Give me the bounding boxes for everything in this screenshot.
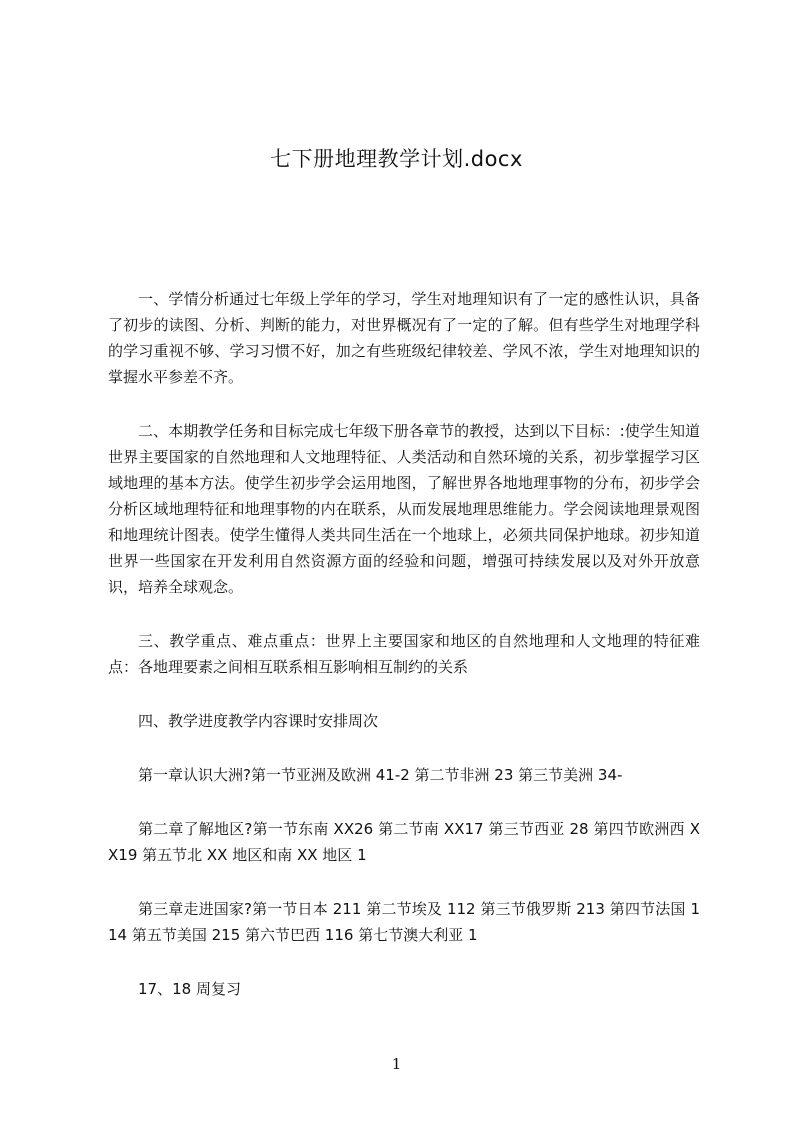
paragraph-key-points: 三、教学重点、难点重点：世界上主要国家和地区的自然地理和人文地理的特征难点：各地理要素之间相互联系相互影响相互制约的关系 <box>108 632 700 676</box>
paragraph-review: 17、18 周复习 <box>138 980 241 998</box>
paragraph-schedule-heading: 四、教学进度教学内容课时安排周次 <box>138 712 379 730</box>
paragraph-teaching-goals: 二、本期教学任务和目标完成七年级下册各章节的教授，达到以下目标：:使学生知道世界主要国家的自然地理和人文地理特征、人类活动和自然环境的关系，初步掌握学习区域地理的基本方法。使学生初步学会运用地图，了解世界各地地理事物的分布，初步学会分析区域地理特征和地理事物的内在联系，从而发展地理思维能力。学会阅读地理景观图和地理统计图表。使学生懂得人类共同生活在一个地球上，必须共同保护地球。初步知道世界一些国家在开发利用自然资源方面的经验和问题，增强可持续发展以及对外开放意识，培养全球观念。 <box>108 422 700 596</box>
document-title: 七下册地理教学计划.docx <box>270 147 523 171</box>
document-body <box>108 286 700 1002</box>
paragraph-learning-analysis: 一、学情分析通过七年级上学年的学习，学生对地理知识有了一定的感性认识，具备了初步的读图、分析、判断的能力，对世界概况有了一定的了解。但有些学生对地理学科的学习重视不够、学习习惯不好，加之有些班级纪律较差、学风不浓，学生对地理知识的掌握水平参差不齐。 <box>108 290 700 386</box>
paragraph-chapter-1: 第一章认识大洲?第一节亚洲及欧洲 41-2 第二节非洲 23 第三节美洲 34- <box>138 766 623 784</box>
paragraph-chapter-2: 第二章了解地区?第一节东南 XX26 第二节南 XX17 第三节西亚 28 第四节欧洲西 XX19 第五节北 XX 地区和南 XX 地区 1 <box>108 820 700 864</box>
page-number: 1 <box>391 1055 402 1073</box>
paragraph-chapter-3: 第三章走进国家?第一节日本 211 第二节埃及 112 第三节俄罗斯 213 第四节法国 114 第五节美国 215 第六节巴西 116 第七节澳大利亚 1 <box>108 900 700 944</box>
